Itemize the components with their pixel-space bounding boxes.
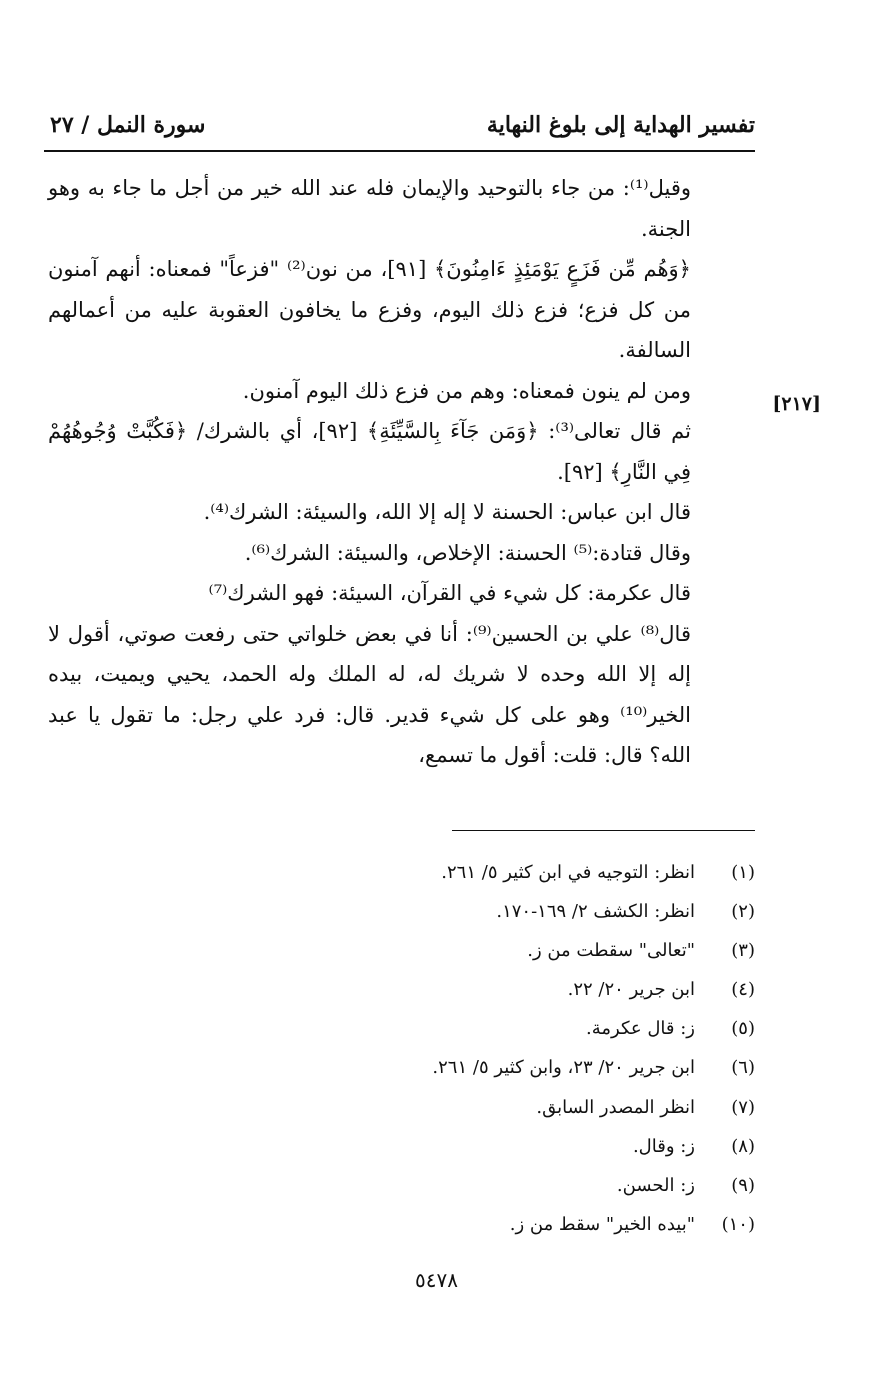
footnote-number: (١) [731,862,755,883]
footnote-number: (٦) [731,1057,755,1079]
footnote [432,892,755,931]
footnote-number: (٨) [731,1135,755,1157]
paragraph: قال عكرمة: كل شيء في القرآن، السيئة: فهو الشرك⁽⁷⁾ [208,581,691,605]
footnote [432,1166,755,1205]
footnote-number: (١٠) [721,1213,755,1235]
footnote-number: (٧) [731,1096,755,1118]
paragraph: قال ابن عباس: الحسنة لا إله إلا الله، والسيئة: الشرك⁽⁴⁾. [203,500,691,524]
footnote-text: ابن جرير ٢٠/ ٢٢. [567,979,695,1001]
footnote-text: "بيده الخير" سقط من ز. [509,1213,695,1235]
surah-header: سورة النمل / ٢٧ [50,112,206,138]
header-divider [44,150,755,152]
paragraph: ثم قال تعالى⁽³⁾: ﴿وَمَن جَآءَ بِالسَّيِّئَةِ﴾ [٩٢]، أي بالشرك/ ﴿فَكُبَّتْ وُجُوهُهُمْ فِي النَّارِ﴾ [٩٢]. [48,419,691,484]
footnote-number: (٩) [731,1174,755,1196]
paragraph: وقيل⁽¹⁾: من جاء بالتوحيد والإيمان فله عند الله خير من أجل ما جاء به وهو الجنة. [48,176,691,241]
footnote-text: ابن جرير ٢٠/ ٢٣، وابن كثير ٥/ ٢٦١. [432,1057,695,1079]
footnote-text: انظر: الكشف ٢/ ١٦٩-١٧٠. [496,901,695,923]
footnote [432,1127,755,1166]
footnotes [432,853,755,1244]
footnote [432,970,755,1009]
footnote [432,853,755,892]
footnote-text: ز: قال عكرمة. [586,1018,695,1040]
footnote-text: "تعالى" سقطت من ز. [527,940,695,962]
running-title: تفسير الهداية إلى بلوغ النهاية [486,112,755,138]
paragraph: وقال قتادة:⁽⁵⁾ الحسنة: الإخلاص، والسيئة: الشرك⁽⁶⁾. [244,540,691,565]
main-text [48,168,755,776]
page-number: ٥٤٧٨ [415,1268,458,1292]
footnote-number: (٤) [731,979,755,1001]
footnote-text: ز: وقال. [632,1135,695,1157]
margin-folio-note: [٢١٧] [772,393,821,415]
footnote-text: انظر: التوجيه في ابن كثير ٥/ ٢٦١. [441,862,695,883]
paragraph: ﴿وَهُم مِّن فَزَعٍ يَوْمَئِذٍ ءَامِنُونَ﴾ [٩١]، من نون⁽²⁾ "فزعاً" فمعناه: أنهم آمنون من كل فزع؛ فزع ذلك اليوم، وفزع ما يخافون العقوبة عليه من أعمالهم السالفة. [48,257,691,362]
paragraph: قال⁽⁸⁾ علي بن الحسين⁽⁹⁾: أنا في بعض خلواتي حتى رفعت صوتي، أقول لا إله إلا الله وحده لا شريك له، له الملك وله الحمد، يحيي ويميت، بيده الخير⁽¹⁰⁾ وهو على كل شيء قدير. قال: فرد علي رجل: ما تقول يا عبد الله؟ قال: قلت: أقول ما تسمع، [48,621,691,767]
footnote-text: انظر المصدر السابق. [536,1096,695,1118]
paragraph: ومن لم ينون فمعناه: وهم من فزع ذلك اليوم آمنون. [242,378,691,403]
footnote [432,931,755,970]
footnote-number: (٢) [731,901,755,923]
footnote-divider [452,830,755,831]
footnote [432,1205,755,1244]
footnote-number: (٥) [731,1018,755,1040]
footnote-number: (٣) [731,940,755,962]
footnote [432,1048,755,1087]
footnote [432,1088,755,1127]
footnote-text: ز: الحسن. [616,1174,695,1196]
footnote [432,1009,755,1048]
